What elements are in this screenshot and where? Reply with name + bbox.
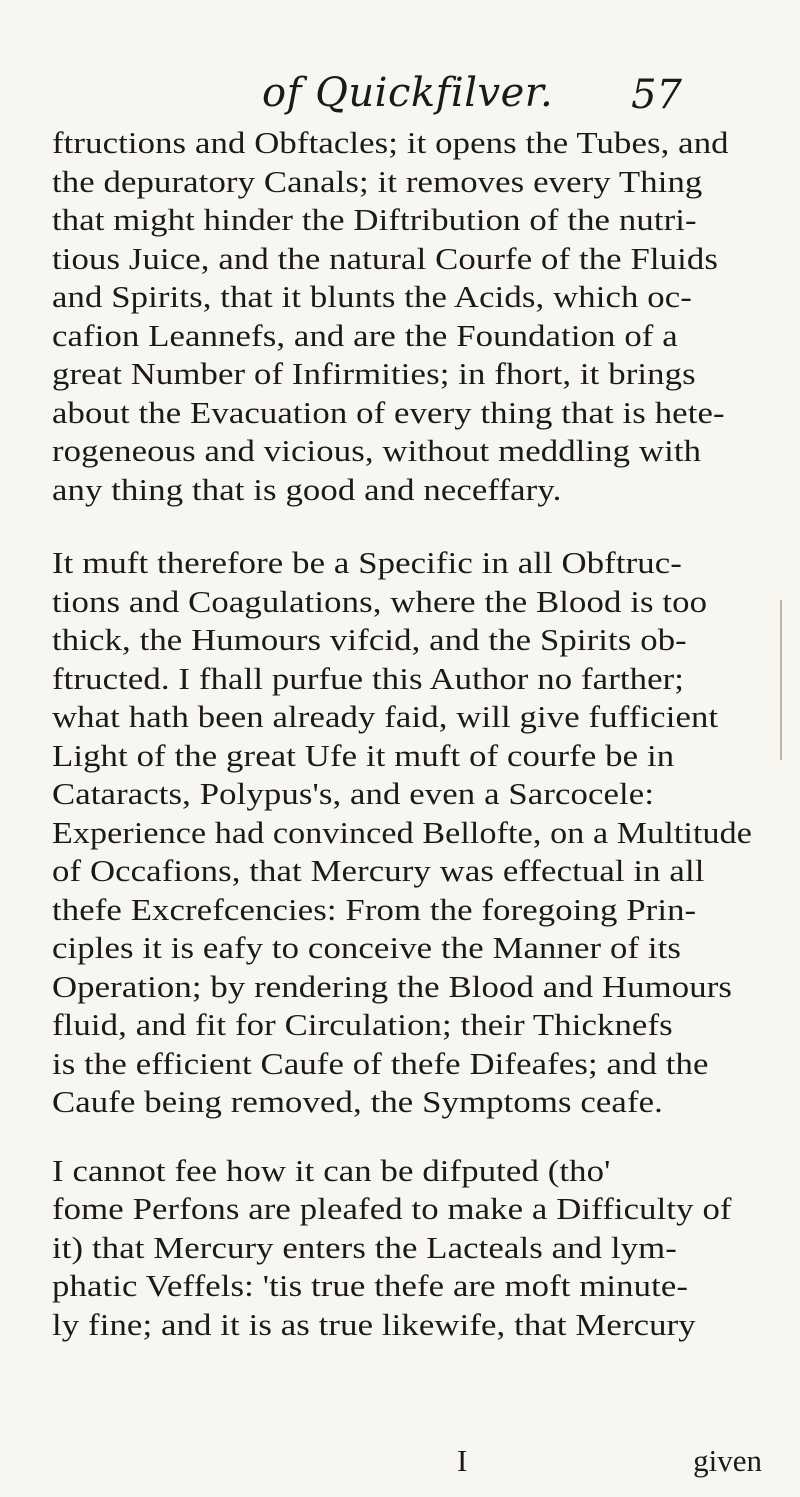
text-line: thefe Excrefcencies: From the foregoing Prin- (52, 891, 697, 927)
page-footer (52, 1443, 762, 1483)
text-line: great Number of Infirmities; in fhort, it brings (52, 356, 696, 391)
text-line: Experience had convinced Bellofte, on a Multitude (52, 814, 753, 850)
text-line: any thing that is good and neceffary. (52, 471, 562, 507)
text-line: ly fine; and it is as true likewife, that Mercury (52, 1306, 696, 1342)
text-line: It muft therefore be a Specific in all Obftruc- (52, 545, 682, 580)
text-line: fome Perfons are pleafed to make a Difficulty of (52, 1191, 732, 1226)
catchword: given (693, 1443, 762, 1478)
text-line: cafion Leannefs, and are the Foundation of a (52, 317, 678, 353)
text-line: thick, the Humours vifcid, and the Spirits ob- (52, 622, 687, 657)
body-text (52, 124, 762, 1344)
text-line: ftructions and Obftacles; it opens the Tubes, and (52, 125, 729, 160)
text-line: of Occafions, that Mercury was effectual in all (52, 853, 705, 888)
text-line: Caufe being removed, the Symptoms ceafe. (52, 1084, 663, 1119)
text-line: the depuratory Canals; it removes every Thing (52, 163, 703, 199)
text-line: Operation; by rendering the Blood and Humours (52, 968, 733, 1004)
text-line: about the Evacuation of every thing that is hete- (52, 394, 725, 430)
text-line: Light of the great Ufe it muft of courfe be in (52, 737, 675, 773)
text-line: that might hinder the Diftribution of the nutri- (52, 202, 697, 237)
paragraph-gap (52, 509, 762, 544)
text-line: fluid, and fit for Circulation; their Thicknefs (52, 1007, 673, 1042)
margin-rule (780, 600, 782, 760)
running-title: of Quickfilver. (262, 70, 554, 116)
page-number: 57 (631, 72, 682, 118)
text-line: and Spirits, that it blunts the Acids, which oc- (52, 279, 692, 314)
signature-mark: I (457, 1443, 468, 1478)
text-line: ftructed. I fhall purfue this Author no farther; (52, 660, 685, 696)
text-line: it) that Mercury enters the Lacteals and lym- (52, 1229, 677, 1265)
text-line: I cannot fee how it can be difputed (tho' (52, 1152, 611, 1188)
text-line: phatic Veffels: 'tis true thefe are moft minute- (52, 1268, 689, 1303)
text-line: what hath been already faid, will give fufficient (52, 699, 719, 734)
text-line: tions and Coagulations, where the Blood is too (52, 583, 708, 619)
paragraph-gap (52, 1122, 762, 1152)
text-line: Cataracts, Polypus's, and even a Sarcocele: (52, 776, 655, 811)
running-head (262, 70, 682, 130)
text-line: rogeneous and vicious, without meddling with (52, 433, 702, 468)
text-line: is the efficient Caufe of thefe Difeafes; and the (52, 1045, 709, 1081)
text-line: ciples it is eafy to conceive the Manner of its (52, 930, 682, 965)
text-line: tious Juice, and the natural Courfe of the Fluids (52, 240, 719, 276)
